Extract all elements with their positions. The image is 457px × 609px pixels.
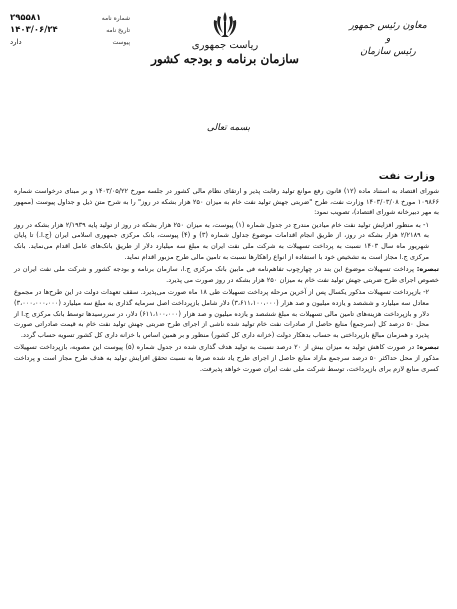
organization-title: سازمان برنامه و بودجه کشور: [151, 52, 299, 66]
recipient: وزارت نفت: [378, 171, 435, 182]
note-1-label: تبصره:: [416, 265, 439, 274]
attachment-label: پیوست: [112, 38, 130, 46]
signatory-line-1: معاون رئیس جمهور: [349, 20, 427, 31]
meta-attachment-row: [10, 36, 130, 48]
number-value: ۲۹۵۵۸۱: [10, 13, 42, 23]
note-1-text: پرداخت تسهیلات موضوع این بند در چهارچوب تفاهم‌نامه فی مابین بانک مرکزی ج.ا، سازمان برنامه و بودجه کشور و شرکت ملی نفت ایران در خصوص اجرای طرح ضربتی جهش تولید نفت خام به میزان ۲۵۰ هزار بشکه در روز صورت می پذیرد.: [14, 265, 439, 284]
signatory-line-2: و: [385, 33, 391, 44]
number-label: شماره نامه: [101, 14, 130, 22]
organization-header: [140, 40, 310, 66]
paragraph-clause-1: ۱- به منظور افزایش تولید نفت خام میادین مندرج در جدول شماره (۱) پیوست، به میزان ۲۵۰ هزار بشکه در روز از تولید پایه ۲/۱۹۳۹ هزار بشکه در روز به ۲/۲۱۸۹ هزار بشکه در روز، از طریق انجام اقدامات موضوع جداول شماره (۳) و (۴) پیوست، بانک مرکزی جمهوری اسلامی ایران (ج.ا.) تا پایان شهریور ماه سال ۱۴۰۳ نسبت به پرداخت تسهیلات به شرکت ملی نفت ایران به مبلغ سه میلیارد دلار از طریق بانک‌های عامل اقدام می‌نماید. بانک مرکزی ج.ا مجاز است به تشخیص خود با استفاده از انواع راهکارها نسبت به تامین مالی طرح مزبور اقدام نماید.: [14, 220, 429, 261]
note-2-text: در صورت کاهش تولید به میزان بیش از ۲۰ درصد نسبت به تولید هدف گذاری شده در جدول شماره (۵) پیوست این مصوبه، بازپرداخت تسهیلات مذکور از محل حداکثر ۵۰ درصد سرجمع مازاد منابع حاصل از اجرای طرح یاد شده صرفا به نسبت تحقق افزایش تولید به هدف طرح مجاز است و پرداخت کسری منابع لازم برای بازپرداخت، توسط شرکت ملی نفت ایران صورت خواهد پذیرفت.: [14, 343, 440, 373]
bismillah-heading: بسمه تعالی: [206, 123, 251, 133]
presidency-title: ریاست جمهوری: [191, 40, 259, 51]
letter-body: [14, 186, 439, 376]
meta-date-row: [10, 24, 130, 36]
signatory-line-3: رئیس سازمان: [360, 46, 416, 57]
letter-meta: [10, 12, 130, 48]
signatory-title: [333, 20, 443, 57]
paragraph-clause-2: ۲- بازپرداخت تسهیلات مذکور یکسال پس از آخرین مرحله پرداخت تسهیلات طی ۱۸ ماه صورت می‌پذیرد. سقف تعهدات دولت در این طرح‌ها در مجموع معادل سه میلیارد و ششصد و یازده میلیون و صد هزار (۳،۶۱۱،۱۰۰،۰۰۰) دلار شامل بازپرداخت اصل سرمایه گذاری به مبلغ سه میلیارد (۳،۰۰۰،۰۰۰،۰۰۰) دلار و بازپرداخت هزینه‌های تامین مالی تسهیلات به مبلغ ششصد و یازده میلیون و صد هزار (۶۱۱،۱۰۰،۰۰۰) دلار، در سررسیدها توسط بانک مرکزی ج.ا از محل ۵۰ درصد کل (سرجمع) منابع حاصل از صادرات نفت خام تولید شده ناشی از اجرای طرح ضربتی جهش تولید نفت خام به قیمت صادراتی صورت پذیرد و همزمان مبالغ بازپرداختی به حساب بدهکار دولت (خزانه داری کل کشور) منظور و بر همین اساس با خزانه داری کل کشور تسویه حساب گردد.: [14, 288, 430, 339]
date-value: ۱۴۰۳/۰۶/۲۴: [10, 25, 58, 35]
note-2-label: تبصره:: [416, 343, 439, 352]
paragraph-note-1: [14, 264, 439, 285]
paragraph-intro: شورای اقتصاد به استناد ماده (۱۲) قانون رفع موانع تولید رقابت پذیر و ارتقای نظام مالی کشور در جلسه مورخ ۱۴۰۳/۰۵/۲۲ و بر مبنای درخواست شماره ۱۰۹۸۶۶ مورخ ۱۴۰۳/۰۳/۰۸ وزارت نفت، طرح "ضربتی جهش تولید نفت خام به میزان ۲۵۰ هزار بشکه در روز" را به شرح متن ذیل و جداول پیوست (ممهور به مهر دبیرخانه شورای اقتصاد)، تصویب نمود:: [14, 187, 439, 217]
attachment-value: دارد: [10, 38, 22, 46]
date-label: تاریخ نامه: [106, 26, 130, 34]
paragraph-note-2: [14, 342, 439, 374]
iran-emblem-icon: [210, 10, 240, 40]
meta-number-row: [10, 12, 130, 24]
